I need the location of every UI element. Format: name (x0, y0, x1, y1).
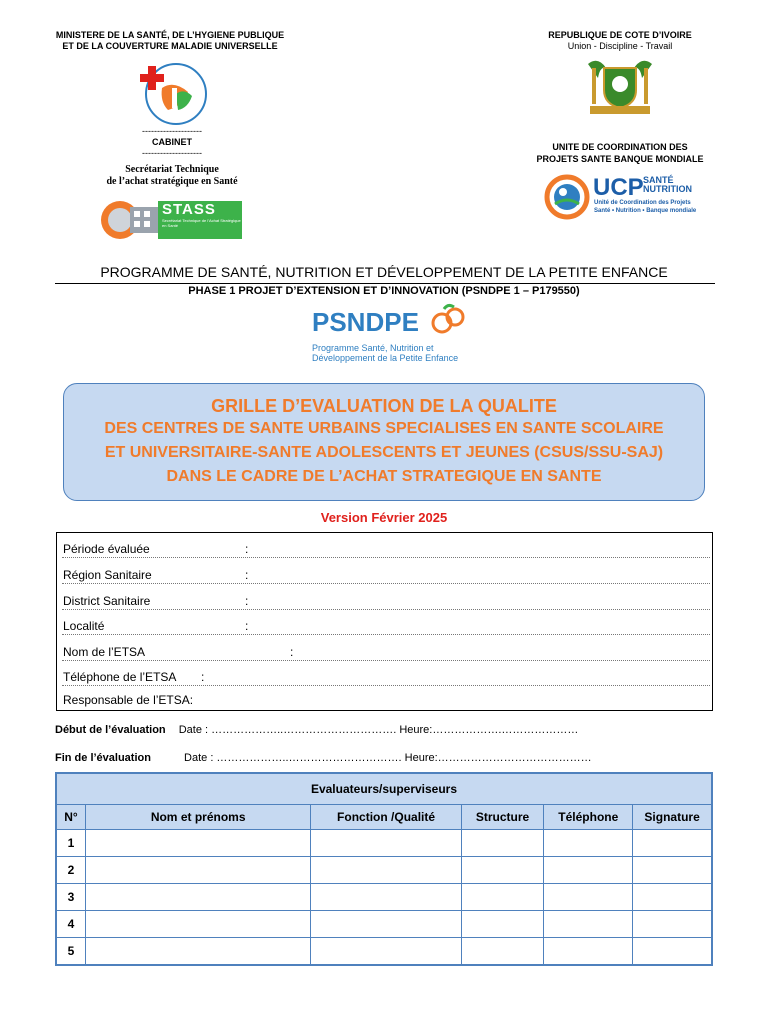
row-number: 2 (56, 857, 85, 884)
title-line-3: ET UNIVERSITAIRE-SANTE ADOLESCENTS ET JEUNES (CSUS/SSU-SAJ) (104, 444, 664, 461)
stass-name: STASS (162, 201, 216, 218)
table-row (56, 938, 712, 966)
header-structure: Structure (461, 805, 544, 830)
debut-fields[interactable]: Date : ………………..…………………………. Heure:……………….………………… (178, 724, 579, 736)
nom-etsa-label: Nom de l’ETSA (63, 645, 146, 659)
ucp-name: UCP (593, 174, 644, 201)
periode-field[interactable] (62, 557, 710, 558)
divider: -------------------- (142, 126, 202, 136)
cell-nom[interactable] (85, 938, 311, 966)
colon: : (245, 594, 249, 608)
fin-label: Fin de l’évaluation (55, 752, 151, 764)
row-number: 5 (56, 938, 85, 966)
unit-line-2: PROJETS SANTE BANQUE MONDIALE (536, 154, 704, 164)
row-number: 4 (56, 911, 85, 938)
cell-fonction[interactable] (311, 884, 461, 911)
row-number: 3 (56, 884, 85, 911)
cell-signature[interactable] (633, 884, 712, 911)
divider (55, 283, 715, 284)
ucp-sub-2: Santé • Nutrition • Banque mondiale (594, 208, 697, 214)
psndpe-sub-2: Développement de la Petite Enfance (312, 353, 459, 363)
psndpe-name: PSNDPE (312, 307, 419, 337)
district-label: District Sanitaire (63, 594, 151, 608)
secretariat-line-1: Secrétariat Technique (125, 164, 219, 175)
unit-line-1: UNITE DE COORDINATION DES (552, 142, 688, 152)
fin-evaluation-row (55, 752, 592, 764)
ucp-logo (543, 172, 703, 222)
debut-evaluation-row (55, 724, 578, 736)
ministry-header (40, 30, 300, 52)
stass-logo (98, 197, 244, 243)
unit-block (520, 141, 720, 165)
cell-nom[interactable] (85, 911, 311, 938)
cell-nom[interactable] (85, 884, 311, 911)
telephone-field[interactable] (62, 685, 710, 686)
title-line-2: DES CENTRES DE SANTE URBAINS SPECIALISES EN SANTE SCOLAIRE (104, 420, 664, 437)
periode-label: Période évaluée (63, 542, 150, 556)
table-row (56, 830, 712, 857)
cell-fonction[interactable] (311, 938, 461, 966)
ministry-line-2: ET DE LA COUVERTURE MALADIE UNIVERSELLE (62, 41, 278, 51)
program-phase: PHASE 1 PROJET D’EXTENSION ET D’INNOVATION (PSNDPE 1 – P179550) (188, 285, 580, 297)
nom-etsa-field[interactable] (62, 660, 710, 661)
region-field[interactable] (62, 583, 710, 584)
colon: : (245, 568, 249, 582)
cell-fonction[interactable] (311, 857, 461, 884)
table-caption: Evaluateurs/superviseurs (56, 773, 712, 805)
cell-structure[interactable] (461, 884, 544, 911)
table-row (56, 884, 712, 911)
title-line-1: GRILLE D’EVALUATION DE LA QUALITE (211, 396, 557, 416)
table-row (56, 911, 712, 938)
responsable-label: Responsable de l’ETSA: (63, 693, 194, 707)
cell-telephone[interactable] (544, 911, 633, 938)
cell-structure[interactable] (461, 938, 544, 966)
title-line-4: DANS LE CADRE DE L’ACHAT STRATEGIQUE EN SANTE (166, 468, 602, 485)
fin-fields[interactable]: Date : ………………..…………………………. Heure:…………………………………… (184, 752, 592, 764)
cell-signature[interactable] (633, 830, 712, 857)
row-number: 1 (56, 830, 85, 857)
cabinet-label: CABINET (152, 137, 192, 147)
cell-nom[interactable] (85, 830, 311, 857)
cabinet-block (126, 126, 218, 159)
coat-of-arms-emblem (580, 54, 660, 118)
colon: : (245, 619, 249, 633)
cell-telephone[interactable] (544, 857, 633, 884)
colon: : (245, 542, 249, 556)
republic-motto: Union - Discipline - Travail (567, 41, 673, 51)
header-num: N° (56, 805, 85, 830)
ucp-sub-1: Unité de Coordination des Projets (594, 200, 691, 206)
info-box (56, 532, 713, 711)
program-title: PROGRAMME DE SANTÉ, NUTRITION ET DÉVELOPPEMENT DE LA PETITE ENFANCE (100, 264, 668, 280)
evaluators-table (55, 772, 713, 966)
title-box (63, 383, 705, 501)
cell-signature[interactable] (633, 911, 712, 938)
psndpe-logo (308, 303, 468, 369)
ucp-tag-2: NUTRITION (643, 184, 692, 194)
psndpe-sub-1: Programme Santé, Nutrition et (312, 343, 434, 353)
telephone-label: Téléphone de l’ETSA (63, 670, 177, 684)
header-fonction: Fonction /Qualité (311, 805, 461, 830)
ministry-line-1: MINISTERE DE LA SANTÉ, DE L’HYGIENE PUBLIQUE (55, 30, 285, 40)
cell-fonction[interactable] (311, 911, 461, 938)
localite-label: Localité (63, 619, 105, 633)
ministry-logo (132, 58, 212, 128)
table-header-row (56, 805, 712, 830)
cell-telephone[interactable] (544, 830, 633, 857)
region-label: Région Sanitaire (63, 568, 152, 582)
republic-name: REPUBLIQUE DE COTE D’IVOIRE (548, 30, 692, 40)
divider: -------------------- (142, 148, 202, 158)
cell-signature[interactable] (633, 857, 712, 884)
cell-fonction[interactable] (311, 830, 461, 857)
header-telephone: Téléphone (544, 805, 633, 830)
district-field[interactable] (62, 609, 710, 610)
cell-structure[interactable] (461, 830, 544, 857)
secretariat-block (82, 164, 262, 188)
cell-telephone[interactable] (544, 938, 633, 966)
debut-label: Début de l’évaluation (55, 724, 166, 736)
header-nom: Nom et prénoms (85, 805, 311, 830)
cell-telephone[interactable] (544, 884, 633, 911)
header-signature: Signature (633, 805, 712, 830)
secretariat-line-2: de l’achat stratégique en Santé (106, 176, 238, 187)
cell-nom[interactable] (85, 857, 311, 884)
colon: : (290, 645, 294, 659)
ucp-tag-1: SANTÉ (643, 175, 674, 185)
republic-header (520, 30, 720, 52)
cell-structure[interactable] (461, 911, 544, 938)
cell-structure[interactable] (461, 857, 544, 884)
version-label: Version Février 2025 (320, 510, 448, 525)
cell-signature[interactable] (633, 938, 712, 966)
localite-field[interactable] (62, 634, 710, 635)
stass-subtitle: Secrétariat Technique de l'Achat Stratégique en Santé (162, 218, 241, 228)
colon: : (201, 670, 205, 684)
table-row (56, 857, 712, 884)
